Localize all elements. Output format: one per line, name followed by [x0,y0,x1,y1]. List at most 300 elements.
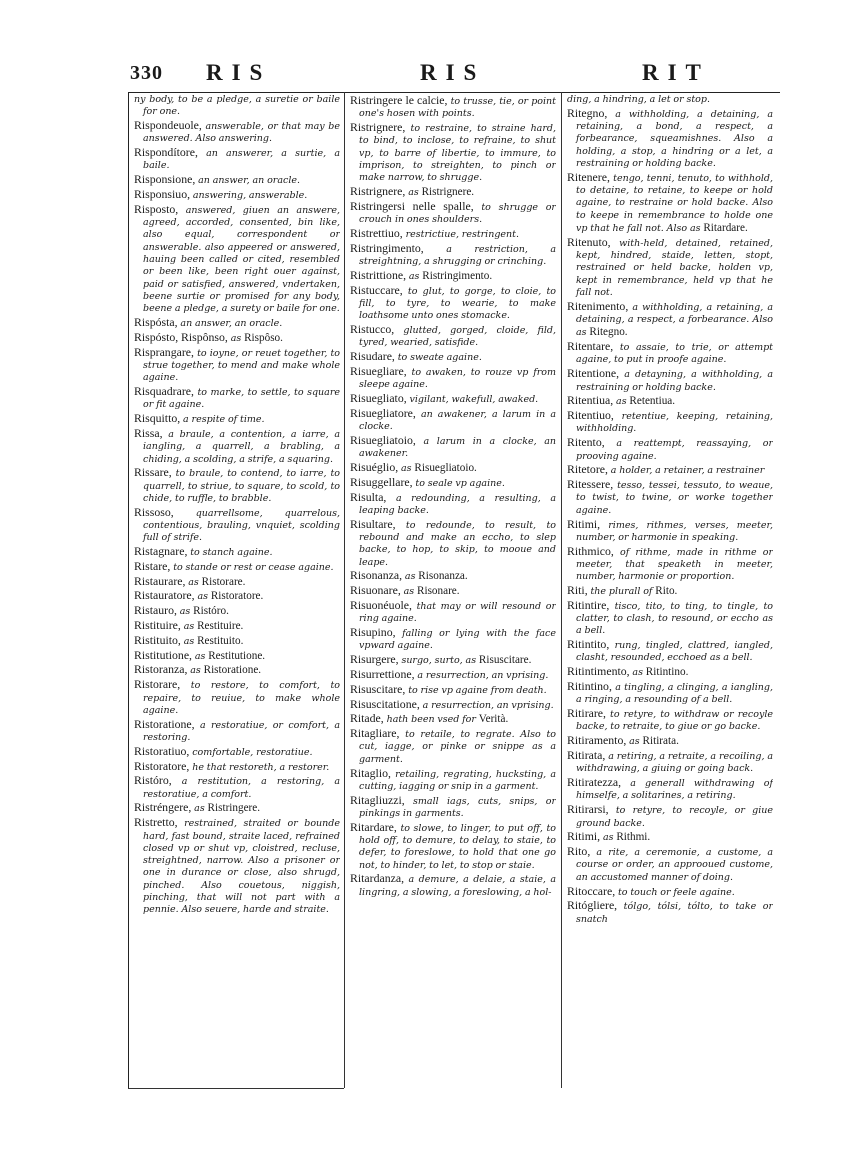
entry-definition: as [190,665,201,677]
entry-headword: Risuéglio, [350,460,399,475]
entry-headword: Ritintimento, [567,664,630,679]
entry-headword: Risuggellare, [350,474,413,489]
entry-cross-reference: Rithmi. [616,831,651,844]
entry-cross-reference: Ristoratione. [203,664,262,677]
dictionary-entry [350,200,556,227]
entry-headword: Rissare, [134,465,172,480]
entry-definition: to slowe, to linger, to put off, to hold off, to demure, to delay, to staie, to defer, to foreslowe, to hold that one go not, to hinder, to let, to stop or staie. [359,822,556,871]
entry-headword: Ritiratezza, [567,775,622,790]
entry-definition: a withholding, a retaining, a detaining, a respect, a forbearance. Also as [576,301,773,339]
column-rule [344,92,345,1088]
entry-cross-reference: Ritirata. [642,735,679,748]
entry-definition: tisco, tito, to ting, to tingle, to clatter, to clash, to resound, or eccho as a bell. [576,600,773,637]
catchword-right: RIT [642,60,710,85]
entry-headword: Ristringimento, [350,240,424,255]
entry-definition: a resurrection, an vprising. [422,699,554,711]
dictionary-entry [350,407,556,434]
entry-definition: to retyre, to withdraw or recoyle backe, to retraite, to giue or go backe. [576,709,773,733]
entry-headword: Ritiramento, [567,733,627,748]
dictionary-entry [134,466,340,505]
column-right [567,94,773,1084]
entry-headword: Risposto, [134,201,179,216]
entry-headword: Risuegliare, [350,363,407,378]
entry-headword: Ristóro, [134,773,172,788]
dictionary-entry [134,663,340,677]
entry-definition: rung, tingled, clattred, iangled, clasht, resounded, ecchoed as a bell. [576,640,773,664]
catchword-middle: RIS [420,60,486,85]
entry-definition: an answer, an oracle. [198,175,301,187]
dictionary-entry [350,683,556,697]
entry-definition: to marke, to settle, to square or fit againe. [143,387,340,411]
entry-definition: a rite, a ceremonie, a custome, a course or order, an approoued custome, an accustomed manner of doing. [576,847,773,883]
entry-cross-reference: Risonanza. [418,570,468,583]
entry-headword: Risuonare, [350,583,401,598]
dictionary-entry [567,734,773,748]
entry-headword: Rissa, [134,425,163,440]
entry-definition: answerable, or that may be answered. Also answering. [143,121,340,145]
dictionary-entry [567,885,773,899]
dictionary-entry [134,560,340,574]
entry-headword: Risprangare, [134,344,194,359]
entry-definition: that may or will resound or ring againe. [359,600,556,625]
catchword-left: RIS [206,60,272,85]
entry-cross-reference: Restituire. [197,620,244,633]
dictionary-entry [134,427,340,466]
dictionary-entry [567,300,773,340]
dictionary-entry [350,350,556,364]
dictionary-entry [567,518,773,545]
entry-headword: Ritimi, [567,516,601,531]
entry-headword: Ristoratore, [134,758,190,773]
entry-definition: falling or lying with the face vpward againe. [359,628,556,652]
dictionary-entry [350,476,556,490]
entry-headword: Ritintito, [567,637,610,652]
entry-definition: hath been vsed for [386,714,476,726]
bottom-rule [128,1088,344,1089]
entry-headword: Ritirare, [567,706,606,721]
entry-definition: rimes, rithmes, verses, meeter, number, or harmonie in speaking. [576,519,773,543]
dictionary-entry [134,604,340,618]
entry-headword: Ritógliere, [567,898,618,913]
dictionary-entry [350,392,556,406]
entry-definition: as [194,803,205,815]
entry-headword: Risurrettione, [350,666,415,681]
entry-definition: to awaken, to rouze vp from sleepe againe. [359,366,556,391]
dictionary-entry [567,749,773,776]
dictionary-page [128,58,780,1086]
entry-definition: restrictiue, restringent. [405,228,519,240]
entry-definition: as [408,187,419,199]
entry-headword: Ristringersi nelle spalle, [350,198,474,213]
entry-cross-reference: Retentiua. [629,395,676,408]
entry-headword: Ristoratione, [134,716,195,731]
entry-headword: Ristituire, [134,618,181,633]
entry-definition: as [404,571,416,583]
dictionary-entry [350,94,556,121]
dictionary-entry [350,626,556,653]
dictionary-entry [567,830,773,844]
dictionary-entry [567,638,773,665]
entry-headword: Ristoratiuo, [134,743,190,758]
entry-definition: quarrellsome, quarrelous, contentious, brauling, vnquiet, scolding full of strife. [143,507,340,544]
dictionary-entry [350,284,556,323]
entry-headword: Risudare, [350,349,395,364]
entry-headword: Rispósta, [134,315,178,330]
entry-headword: Ritenimento, [567,298,629,313]
entry-headword: Ristrignere, [350,184,406,199]
entry-definition: to stanch againe. [190,547,273,559]
page-number: 330 [130,62,163,84]
entry-headword: Ristauratore, [134,588,195,603]
entry-definition: as [616,396,627,408]
entry-definition: an answerer, a surtie, a baile. [143,148,340,172]
entry-definition: to shrugge or crouch in ones shoulders. [359,201,556,226]
entry-headword: Ristuccare, [350,282,403,297]
entry-headword: Ritintire, [567,597,610,612]
entry-definition: to rise vp againe from death. [408,684,547,696]
entry-definition: ding, a hindring, a let or stop. [567,94,710,105]
dictionary-entry [567,478,773,517]
entry-definition: glutted, gorged, cloide, fild, tyred, wearied, satisfide. [359,325,556,349]
entry-definition: retentiue, keeping, retaining, withholding. [576,411,773,435]
entry-headword: Risquitto, [134,411,181,426]
entry-headword: Risuscitare, [350,681,406,696]
entry-definition: vigilant, wakefull, awaked. [409,394,539,406]
entry-headword: Rissoso, [134,504,174,519]
entry-definition: answered, giuen an answere, agreed, accorded, consented, bin like, also equal, correspondent or answerable. also appeered or answered, hauing been called or cited, resembled or been like, been right ouer against, paid or satisfied, answered, vndertaken, beene surtie or promised for any body, beene a pledge, a surety or baile for one. [143,204,340,315]
dictionary-entry [567,236,773,299]
entry-definition: a braule, a contention, a iarre, a iangling, a quarrell, a brabling, a chiding, a scolding, a strife, a squaring. [143,428,340,465]
dictionary-entry [567,94,773,106]
entry-headword: Ritirata, [567,748,606,763]
page-header [128,58,780,93]
entry-cross-reference: Ristóro. [193,605,229,618]
dictionary-entry [350,569,556,583]
column-rule [561,92,562,1088]
entry-headword: Ritoccare, [567,883,616,898]
entry-headword: Ritento, [567,435,605,450]
dictionary-entry [350,227,556,241]
dictionary-entry [567,171,773,235]
entry-definition: restrained, straited or bounde hard, fast bound, straite laced, refrained closed vp or shut vp, cloistred, recluse, streightned, narrow. Also a prisoner or one in durance or close, also shrugd, pinched. Also couetous, niggish, pinching, that will not part with a pennie. Also seuere, harde and straite. [143,818,340,916]
entry-headword: Ritegno, [567,105,608,120]
entry-headword: Ritentare, [567,339,614,354]
dictionary-entry [350,821,556,872]
entry-headword: Ristretto, [134,815,178,830]
entry-definition: surgo, surto, as [401,655,477,667]
dictionary-entry [350,434,556,461]
entry-headword: Rispondeuole, [134,118,202,133]
dictionary-entry [567,845,773,884]
entry-definition: a restriction, a streightning, a shrugging or crinching. [359,243,556,268]
entry-headword: Rispondítore, [134,145,198,160]
dictionary-entry [350,668,556,682]
dictionary-entry [134,346,340,385]
entry-definition: to seale vp againe. [415,477,505,489]
entry-cross-reference: Risonare. [417,585,460,598]
dictionary-entry [350,323,556,350]
entry-definition: to restore, to comfort, to repaire, to reuiue, to make whole againe. [143,680,340,716]
entry-definition: as [401,463,412,475]
entry-headword: Ritentiuo, [567,408,614,423]
entry-definition: a tingling, a clinging, a iangling, a ringing, a resounding of a bell. [576,682,773,706]
entry-headword: Risuegliatore, [350,405,416,420]
dictionary-entry [134,188,340,202]
dictionary-entry [567,463,773,477]
dictionary-entry [134,575,340,589]
entry-headword: Risulta, [350,489,387,504]
entry-headword: Ritagliuzzi, [350,792,405,807]
entry-headword: Ristare, [134,558,171,573]
entry-definition: of rithme, made in rithme or meeter, that speaketh in meeter, number, harmonie or proportion. [576,546,773,583]
dictionary-entry [567,107,773,170]
entry-definition: to glut, to gorge, to cloie, to fill, to tyre, to wearie, to make loathsome unto ones stomacke. [359,285,556,322]
entry-definition: as [197,591,208,603]
entry-headword: Riti, [567,582,588,597]
entry-definition: as [194,650,206,662]
entry-cross-reference: Ristringimento. [422,269,493,282]
entry-headword: Risuegliatoio, [350,432,416,447]
entry-headword: Ristagnare, [134,544,188,559]
dictionary-entry [134,173,340,187]
entry-headword: Ritimi, [567,829,601,844]
entry-definition: retailing, regrating, hucksting, a cutting, iagging or snip in a garment. [359,768,556,792]
dictionary-entry [134,634,340,648]
dictionary-entry [567,409,773,436]
dictionary-entry [350,242,556,269]
entry-headword: Ristauro, [134,603,177,618]
dictionary-entry [567,665,773,679]
dictionary-entry [567,394,773,408]
dictionary-entry [134,331,340,345]
dictionary-entry [134,119,340,146]
entry-cross-reference: Ristrignere. [421,186,475,199]
dictionary-entry [350,365,556,392]
entry-cross-reference: Rito. [655,584,678,597]
entry-headword: Ritenuto, [567,234,611,249]
entry-cross-reference: Ristringere. [207,802,261,815]
dictionary-entry [350,794,556,821]
entry-definition: comfortable, restoratiue. [192,746,313,758]
entry-cross-reference: Restitutione. [208,649,266,662]
column-left [134,94,340,1084]
entry-definition: to sweate againe. [397,352,482,364]
dictionary-entry [350,599,556,626]
entry-definition: to ioyne, or reuet together, to strue together, to mend and make whole againe. [143,347,340,384]
entry-definition: tengo, tenni, tenuto, to withhold, to detaine, to retaine, to keepe or hold againe, to restraine or hold backe. Also to keepe in remembrance to holde one vp that he fall not. Also as [576,172,773,234]
entry-definition: a retiring, a retraite, a recoiling, a withdrawing, a giuing or going back. [576,751,773,775]
entry-headword: Ritade, [350,711,384,726]
entry-cross-reference: Restituito. [197,634,244,647]
dictionary-entry [134,589,340,603]
entry-headword: Ritentione, [567,366,620,381]
dictionary-entry [567,899,773,926]
dictionary-entry [350,461,556,475]
entry-definition: to restraine, to straine hard, to bind, to inclose, to refraine, to shut vp, to barre of libertie, to immure, to imprison, to streighten, to pinch or make narrow, to shrugge. [359,123,556,184]
entry-definition: with-held, detained, retained, kept, hindred, staide, letten, stopt, restrained or held backe, holden vp, kept in remembrance, held vp that he fall not. [576,237,773,298]
dictionary-entry [134,649,340,663]
entry-definition: as [629,736,640,748]
entry-definition: ny body, to be a pledge, a suretie or baile for one. [134,94,340,118]
entry-headword: Risuonéuole, [350,597,412,612]
entry-definition: a demure, a delaie, a staie, a lingring, a slowing, a foreslowing, a hol- [359,874,556,898]
entry-definition: he that restoreth, a restorer. [192,761,330,773]
entry-headword: Risonanza, [350,568,403,583]
dictionary-entry [350,712,556,726]
entry-definition: small iags, cuts, snips, or pinkings in garments. [359,795,556,819]
dictionary-entry [350,653,556,667]
entry-cross-reference: Ritintino. [645,666,689,679]
entry-headword: Ristringere le calcie, [350,94,448,107]
entry-headword: Ristorare, [134,677,181,692]
entry-headword: Risuscitatione, [350,696,420,711]
entry-headword: Risquadrare, [134,384,194,399]
entry-definition: tólgo, tólsi, tólto, to take or snatch [576,901,773,925]
dictionary-entry [350,698,556,712]
entry-definition: a redounding, a resulting, a leaping backe. [359,492,556,516]
entry-definition: as [602,832,614,844]
entry-definition: as [183,621,195,633]
dictionary-entry [350,491,556,518]
entry-definition: as [179,606,191,618]
dictionary-entry [350,185,556,199]
entry-cross-reference: Verità. [478,713,509,726]
dictionary-entry [134,619,340,633]
dictionary-entry [567,584,773,598]
entry-headword: Ristrittione, [350,267,407,282]
entry-definition: a holder, a retainer, a restrainer [610,465,765,477]
entry-definition: a larum in a clocke, an awakener. [359,435,556,460]
entry-cross-reference: Risuscitare. [478,654,532,667]
entry-definition: an awakener, a larum in a clocke. [359,408,556,433]
dictionary-entry [567,545,773,584]
entry-definition: to touch or feele againe. [617,886,735,898]
entry-definition: a respite of time. [183,414,265,426]
entry-cross-reference: Ristorare. [201,575,246,588]
entry-definition: as [188,576,199,588]
entry-definition: as [183,635,195,647]
entry-headword: Risponsione, [134,172,196,187]
entry-definition: to assaie, to trie, or attempt againe, to put in proofe againe. [576,342,773,366]
entry-definition: to redounde, to result, to rebound and make an eccho, to slep backe, to hop, to skip, to mooue and leape. [359,519,556,568]
dictionary-entry [134,385,340,412]
dictionary-entry [134,506,340,545]
dictionary-entry [134,774,340,801]
dictionary-entry [567,436,773,463]
dictionary-entry [134,316,340,330]
entry-headword: Ritagliare, [350,726,400,741]
dictionary-entry [350,767,556,794]
entry-headword: Ristaurare, [134,573,186,588]
dictionary-entry [134,146,340,173]
entry-headword: Ristituito, [134,632,181,647]
entry-definition: to braule, to contend, to iarre, to quarrell, to striue, to square, to scold, to chide, to ruffle, to brabble. [143,468,340,504]
entry-definition: a generall withdrawing of himselfe, a solitarines, a retiring. [576,778,773,802]
entry-headword: Ritentiua, [567,393,614,408]
entry-cross-reference: Ritegno. [589,326,628,339]
dictionary-entry [134,545,340,559]
entry-headword: Risuegliato, [350,391,407,406]
entry-headword: Ristréngere, [134,800,192,815]
entry-definition: answering, answerable. [192,190,308,202]
entry-headword: Ristucco, [350,322,395,337]
entry-headword: Ritaglio, [350,765,391,780]
dictionary-entry [134,816,340,916]
entry-headword: Risultare, [350,516,396,531]
entry-definition: as [408,270,420,282]
entry-definition: the plurall of [590,585,653,597]
entry-headword: Ritirarsi, [567,802,609,817]
entry-definition: to retaile, to regrate. Also to cut, iagge, or pinke or snippe as a garment. [359,729,556,765]
entry-headword: Ristrettiuo, [350,225,403,240]
dictionary-entry [134,412,340,426]
entry-headword: Ristoranza, [134,662,188,677]
entry-headword: Risponsiuo, [134,187,191,202]
dictionary-entry [567,599,773,638]
entry-definition: to stande or rest or cease againe. [173,561,334,573]
left-margin-rule [128,92,129,1088]
entry-headword: Ritintino, [567,679,612,694]
dictionary-entry [134,203,340,316]
entry-headword: Ritenere, [567,169,610,184]
column-middle [350,94,556,1084]
dictionary-entry [350,269,556,283]
dictionary-entry [134,760,340,774]
entry-definition: to trusse, tie, or point one's hosen with points. [359,96,556,120]
entry-headword: Rispósto, Rispônso, [134,329,228,344]
dictionary-entry [134,801,340,815]
entry-definition: a resurrection, an vprising. [417,669,549,681]
entry-definition: to retyre, to recoyle, or giue ground backe. [576,805,773,829]
entry-headword: Ritardare, [350,819,397,834]
dictionary-entry [567,680,773,707]
entry-headword: Ristrignere, [350,120,406,135]
dictionary-entry [567,776,773,803]
entry-cross-reference: Rispôso. [244,331,283,344]
entry-headword: Rito, [567,844,591,859]
dictionary-entry [350,121,556,184]
dictionary-entry [350,872,556,899]
entry-definition: a restitution, a restoring, a restoratiue, a comfort. [143,776,340,800]
dictionary-entry [134,718,340,745]
dictionary-entry [134,678,340,717]
entry-definition: as [230,332,242,344]
dictionary-entry [567,340,773,367]
entry-definition: a withholding, a detaining, a retaining, a bond, a respect, a forbearance, squeamishnes. Also a holding, a stop, a hindring or a let, a restraining or holding backe. [576,108,773,169]
entry-definition: a restoratiue, or comfort, a restoring. [143,719,340,743]
dictionary-entry [567,803,773,830]
entry-headword: Risurgere, [350,652,399,667]
entry-definition: a detayning, a withholding, a restraining or holding backe. [576,369,773,393]
entry-headword: Ritetore, [567,462,608,477]
entry-definition: as [632,667,643,679]
entry-definition: tesso, tessei, tessuto, to weaue, to twist, to twine, or worke together againe. [576,480,773,516]
entry-cross-reference: Ristoratore. [210,590,264,603]
entry-cross-reference: Risuegliatoio. [414,462,477,475]
dictionary-entry [350,518,556,569]
entry-cross-reference: Ritardare. [703,221,748,234]
dictionary-entry [567,707,773,734]
entry-definition: an answer, an oracle. [180,318,283,330]
entry-definition: as [403,586,415,598]
entry-headword: Risupino, [350,625,396,640]
entry-headword: Ritardanza, [350,871,405,886]
entry-definition: a reattempt, reassaying, or prooving againe. [576,438,773,462]
dictionary-entry [567,367,773,394]
entry-headword: Ritessere, [567,477,614,492]
dictionary-entry [134,745,340,759]
entry-headword: Rithmico, [567,543,614,558]
